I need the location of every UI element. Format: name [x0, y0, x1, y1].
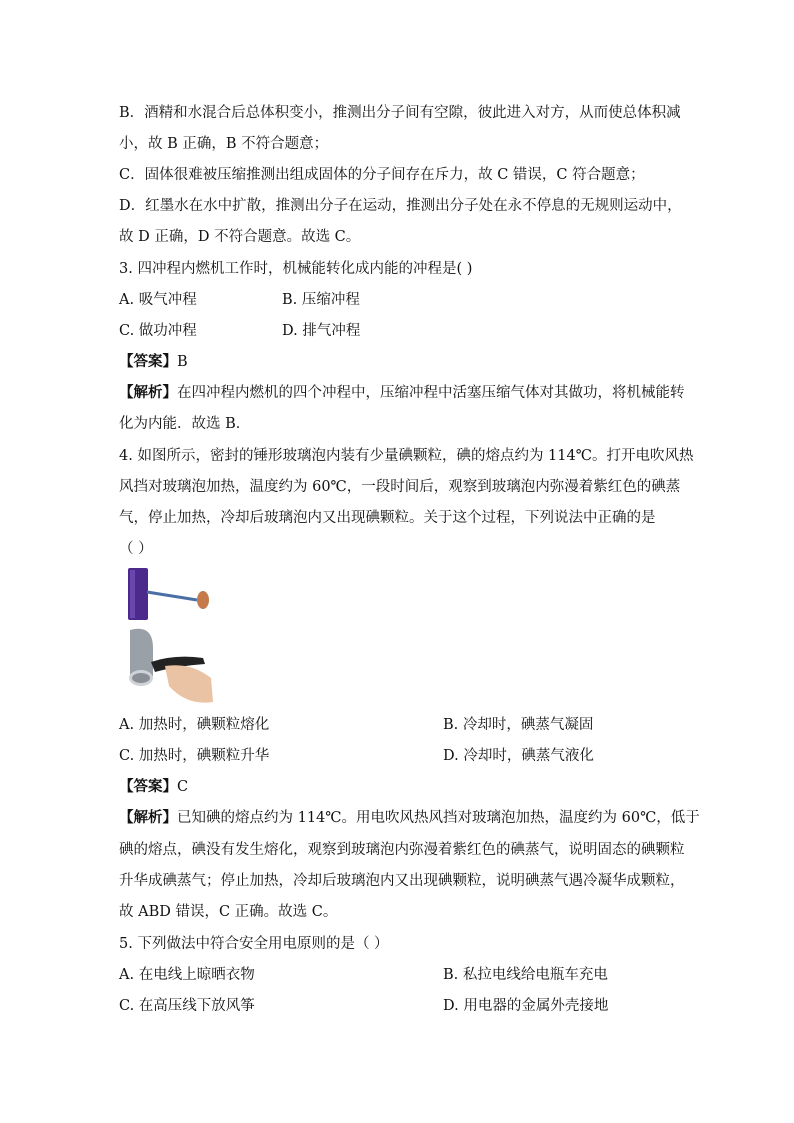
option-d: D. 排气冲程 [282, 323, 361, 339]
text-line: C．固体很难被压缩推测出组成固体的分子间存在斥力，故 C 错误，C 符合题意； [119, 167, 645, 183]
explanation-label: 【解析】 [119, 384, 177, 401]
bulb-handle [147, 592, 197, 600]
answer-line [119, 352, 188, 372]
option-a: A. 在电线上晾晒衣物 [119, 967, 255, 983]
answer-line [119, 777, 188, 797]
option-b: B. 冷却时，碘蒸气凝固 [443, 717, 594, 733]
option-a: A. 加热时，碘颗粒熔化 [119, 717, 270, 733]
explanation-text: 在四冲程内燃机的四个冲程中，压缩冲程中活塞压缩气体对其做功，将机械能转 [177, 385, 685, 401]
figure-illustration [125, 566, 215, 708]
option-b: B. 压缩冲程 [282, 292, 360, 308]
explanation-line: 故 ABD 错误，C 正确。故选 C。 [119, 904, 338, 920]
option-a: A. 吸气冲程 [119, 292, 197, 308]
explanation-line [119, 383, 685, 403]
text-line: 故 D 正确，D 不符合题意。故选 C。 [119, 229, 361, 245]
question-3: 3. 四冲程内燃机工作时，机械能转化成内能的冲程是( ) [119, 261, 473, 277]
option-c: C. 加热时，碘颗粒升华 [119, 748, 270, 764]
explanation-line: 化为内能．故选 B． [119, 416, 251, 432]
explanation-line [119, 808, 700, 828]
option-d: D. 用电器的金属外壳接地 [443, 998, 609, 1014]
text-line: D．红墨水在水中扩散，推测出分子在运动，推测出分子处在永不停息的无规则运动中， [119, 198, 682, 214]
answer-label: 【答案】 [119, 778, 177, 795]
option-c: C. 在高压线下放风筝 [119, 998, 255, 1014]
explanation-line: 升华成碘蒸气；停止加热，冷却后玻璃泡内又出现碘颗粒，说明碘蒸气遇冷凝华成颗粒， [119, 873, 685, 889]
text-line: B．酒精和水混合后总体积变小，推测出分子间有空隙，彼此进入对方，从而使总体积减 [119, 105, 681, 121]
handle-tip [197, 591, 209, 609]
text-line: 小，故 B 正确，B 不符合题意； [119, 136, 329, 152]
question-4-line: 气，停止加热，冷却后玻璃泡内又出现碘颗粒。关于这个过程，下列说法中正确的是 [119, 510, 656, 526]
option-d: D. 冷却时，碘蒸气液化 [443, 748, 594, 764]
option-c: C. 做功冲程 [119, 323, 197, 339]
answer-label: 【答案】 [119, 353, 177, 370]
iodine-bulb-figure [125, 566, 215, 708]
explanation-line: 碘的熔点，碘没有发生熔化，观察到玻璃泡内弥漫着紫红色的碘蒸气，说明固态的碘颗粒 [119, 842, 685, 858]
explanation-text: 已知碘的熔点约为 114℃。用电吹风热风挡对玻璃泡加热，温度约为 60℃，低于 [177, 810, 700, 826]
explanation-label: 【解析】 [119, 809, 177, 826]
question-4-line: 风挡对玻璃泡加热，温度约为 60℃，一段时间后，观察到玻璃泡内弥漫着紫红色的碘蒸 [119, 479, 681, 495]
hand [165, 665, 213, 702]
question-5: 5. 下列做法中符合安全用电原则的是（ ） [119, 936, 389, 952]
option-b: B. 私拉电线给电瓶车充电 [443, 967, 608, 983]
answer-value: B [177, 354, 188, 370]
answer-value: C [177, 779, 189, 795]
question-4: 4. 如图所示，密封的锤形玻璃泡内装有少量碘颗粒，碘的熔点约为 114℃。打开电吹风热 [119, 448, 694, 464]
question-4-line: （ ） [119, 541, 153, 557]
